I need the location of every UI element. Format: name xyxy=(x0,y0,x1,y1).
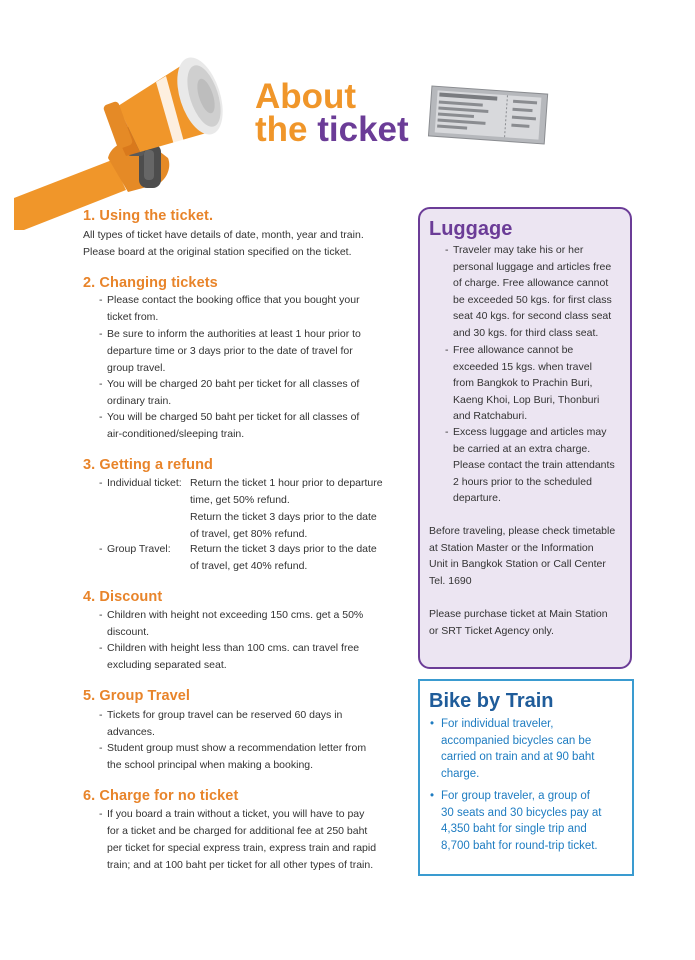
title-line-1: About xyxy=(255,77,357,116)
section-6-heading: 6. Charge for no ticket xyxy=(83,788,239,804)
refund-line: of travel, get 40% refund. xyxy=(190,560,308,572)
bullet-line: excluding separated seat. xyxy=(107,659,227,671)
luggage-line: seat 40 kgs. for second class seat xyxy=(453,310,612,323)
list-item: - If you board a train without a ticket, you will have to pay for a ticket and be charged for additional fee at 250 baht per ticket for special express train, express train and rapid train; and at 100 baht per ticket for all other types of train. xyxy=(107,806,376,874)
luggage-line: from Bangkok to Prachin Buri, xyxy=(453,377,593,390)
refund-label: Group Travel: xyxy=(107,543,171,555)
bullet-line: If you board a train without a ticket, you will have to pay xyxy=(107,808,365,820)
luggage-line: Traveler may take his or her xyxy=(453,244,584,256)
refund-label: Individual ticket: xyxy=(107,477,182,489)
luggage-note-line: Tel. 1690 xyxy=(429,574,472,587)
refund-label-group: - Group Travel: xyxy=(107,541,171,558)
luggage-note-line: Please purchase ticket at Main Station xyxy=(429,608,608,620)
list-item: - Student group must show a recommendation letter from the school principal when making a booking. xyxy=(107,740,366,774)
list-item: - Free allowance cannot be exceeded 15 kgs. when travel from Bangkok to Prachin Buri, Kaeng Khoi, Lop Buri, Thonburi and Ratchaburi. xyxy=(453,342,599,425)
bullet-line: Student group must show a recommendation letter from xyxy=(107,742,367,754)
list-item: - Children with height not exceeding 150 cms. get a 50% discount. xyxy=(107,607,363,641)
refund-label-individual: - Individual ticket: xyxy=(107,475,182,492)
luggage-heading: Luggage xyxy=(429,218,513,240)
luggage-line: be carried at an extra charge. xyxy=(453,442,591,455)
luggage-note-line: Before traveling, please check timetable xyxy=(429,525,616,537)
bike-line: For individual traveler, xyxy=(441,718,554,730)
bullet-line: Children with height less than 100 cms. can travel free xyxy=(107,642,360,654)
list-item: - Children with height less than 100 cms. can travel free excluding separated seat. xyxy=(107,640,359,674)
title-word-the: the xyxy=(255,110,308,149)
bullet-line: train; and at 100 baht per ticket for all other types of train. xyxy=(107,859,374,871)
luggage-line: Kaeng Khoi, Lop Buri, Thonburi xyxy=(453,393,600,406)
bullet-line: You will be charged 20 baht per ticket for all classes of xyxy=(107,378,360,390)
luggage-line: Please contact the train attendants xyxy=(453,459,615,472)
luggage-line: 2 hours prior to the scheduled xyxy=(453,475,592,488)
luggage-line: be exceeded 50 kgs. for first class xyxy=(453,293,612,306)
bullet-line: air-conditioned/sleeping train. xyxy=(107,428,245,440)
list-item: • For individual traveler, accompanied bicycles can be carried on train and at 90 baht charge. xyxy=(441,716,594,782)
section-1-line: Please board at the original station specified on the ticket. xyxy=(83,246,352,258)
bike-line: 4,350 baht for single trip and xyxy=(441,823,587,835)
section-5-heading: 5. Group Travel xyxy=(83,688,191,704)
list-item: - Excess luggage and articles may be carried at an extra charge. Please contact the train attendants 2 hours prior to the scheduled departure. xyxy=(453,424,615,507)
list-item: • For group traveler, a group of 30 seats and 30 bicycles pay at 4,350 baht for single trip and 8,700 baht for round-trip ticket. xyxy=(441,788,601,854)
bullet-line: You will be charged 50 baht per ticket for all classes of xyxy=(107,411,360,423)
luggage-line: personal luggage and articles free xyxy=(453,260,612,273)
bullet-line: discount. xyxy=(107,626,150,638)
title-word-ticket: ticket xyxy=(317,110,409,149)
section-4-heading: 4. Discount xyxy=(83,589,163,605)
refund-details-group xyxy=(190,541,377,575)
ticket-icon xyxy=(426,84,550,148)
luggage-line: Excess luggage and articles may xyxy=(453,426,607,438)
luggage-note-line: or SRT Ticket Agency only. xyxy=(429,624,554,637)
bike-line: 8,700 baht for round-trip ticket. xyxy=(441,839,598,852)
bike-line: 30 seats and 30 bicycles pay at xyxy=(441,806,602,819)
section-2-heading: 2. Changing tickets xyxy=(83,275,218,291)
bike-line: charge. xyxy=(441,767,480,780)
page-title xyxy=(255,77,409,149)
bike-heading: Bike by Train xyxy=(429,690,554,712)
bullet-line: group travel. xyxy=(107,362,166,374)
section-3-heading: 3. Getting a refund xyxy=(83,457,213,473)
bullet-line: per ticket for special express train, express train and rapid xyxy=(107,842,377,854)
bullet-line: advances. xyxy=(107,726,155,738)
refund-line: time, get 50% refund. xyxy=(190,494,290,506)
luggage-line: exceeded 15 kgs. when travel xyxy=(453,360,592,373)
refund-line: Return the ticket 1 hour prior to departure xyxy=(190,477,383,489)
list-item: - Traveler may take his or her personal luggage and articles free of charge. Free allowance cannot be exceeded 50 kgs. for first class seat 40 kgs. for second class seat and 30 kgs. for third class seat. xyxy=(453,242,612,342)
bike-line: For group traveler, a group of xyxy=(441,790,590,802)
list-item: - You will be charged 20 baht per ticket for all classes of ordinary train. xyxy=(107,376,359,410)
luggage-note-line: Unit in Bangkok Station or Call Center xyxy=(429,558,606,571)
luggage-line: departure. xyxy=(453,492,501,505)
bullet-line: Please contact the booking office that you bought your xyxy=(107,294,360,306)
megaphone-hand-icon xyxy=(0,40,245,230)
section-1-line: All types of ticket have details of date, month, year and train. xyxy=(83,229,364,241)
list-item: - Tickets for group travel can be reserved 60 days in advances. xyxy=(107,707,342,741)
refund-line: Return the ticket 3 days prior to the date xyxy=(190,543,377,555)
bullet-line: departure time or 3 days prior to the date of travel for xyxy=(107,345,353,357)
bullet-line: ordinary train. xyxy=(107,395,172,407)
refund-line: of travel, get 80% refund. xyxy=(190,528,308,540)
bullet-line: ticket from. xyxy=(107,311,159,323)
bike-line: carried on train and at 90 baht xyxy=(441,751,595,763)
bike-line: accompanied bicycles can be xyxy=(441,734,592,747)
bullet-line: Be sure to inform the authorities at least 1 hour prior to xyxy=(107,328,361,340)
luggage-note-timetable xyxy=(429,523,615,589)
luggage-line: and 30 kgs. for third class seat. xyxy=(453,326,599,339)
section-1-text xyxy=(83,227,364,261)
luggage-line: of charge. Free allowance cannot xyxy=(453,277,609,290)
list-item: - Please contact the booking office that you bought your ticket from. xyxy=(107,292,360,326)
bullet-line: the school principal when making a booking. xyxy=(107,759,314,771)
luggage-note-purchase xyxy=(429,606,608,639)
refund-line: Return the ticket 3 days prior to the date xyxy=(190,511,377,523)
section-1-heading: 1. Using the ticket. xyxy=(83,208,214,224)
bullet-line: Tickets for group travel can be reserved 60 days in xyxy=(107,709,343,721)
refund-details-individual xyxy=(190,475,383,543)
luggage-note-line: at Station Master or the Information xyxy=(429,541,594,554)
bullet-line: Children with height not exceeding 150 cms. get a 50% xyxy=(107,609,364,621)
list-item: - Be sure to inform the authorities at least 1 hour prior to departure time or 3 days prior to the date of travel for group travel. xyxy=(107,326,361,377)
luggage-line: Free allowance cannot be xyxy=(453,344,574,356)
list-item: - You will be charged 50 baht per ticket for all classes of air-conditioned/sleeping train. xyxy=(107,409,359,443)
bullet-line: for a ticket and be charged for additional fee at 250 baht xyxy=(107,825,368,837)
luggage-line: and Ratchaburi. xyxy=(453,410,528,423)
